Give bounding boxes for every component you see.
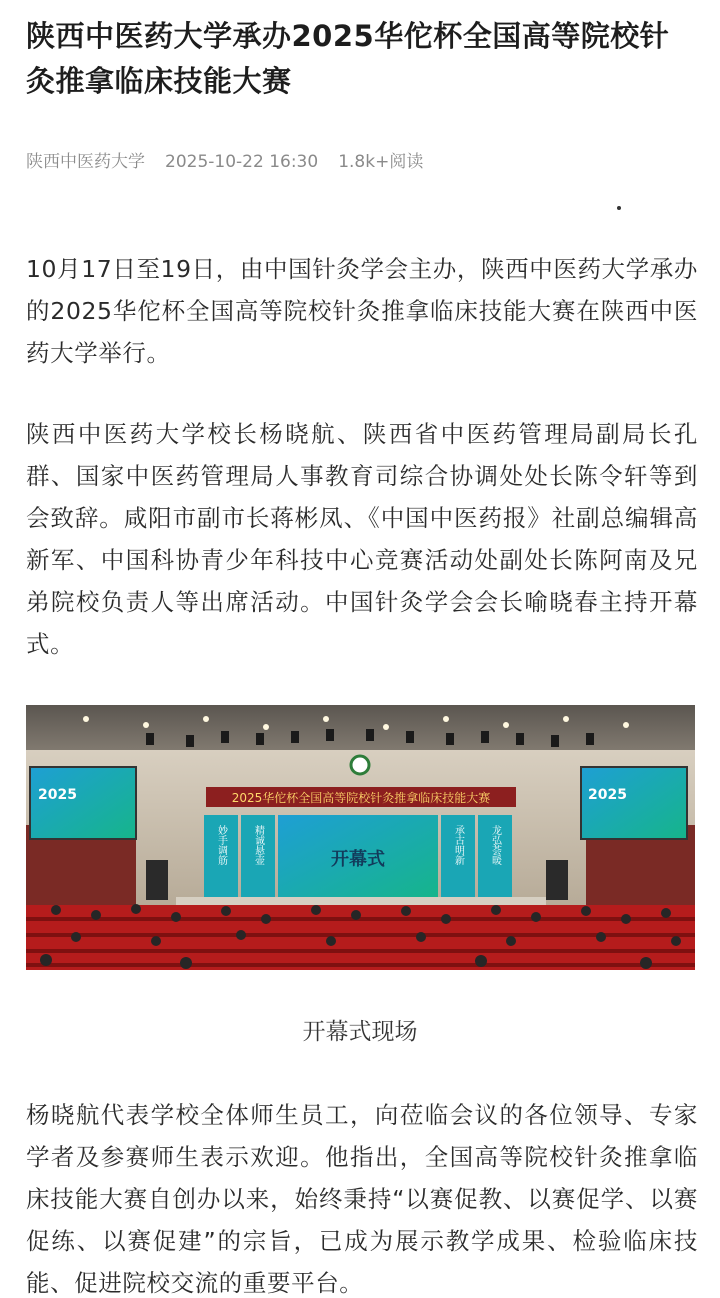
source-link[interactable]: 陕西中医药大学 xyxy=(26,152,145,172)
svg-text:2025: 2025 xyxy=(588,787,627,803)
paragraph-2: 陕西中医药大学校长杨晓航、陕西省中医药管理局副局长孔群、国家中医药管理局人事教育司综合协调处处长陈令轩等到会致辞。咸阳市副市长蒋彬凤、《中国中医药报》社副总编辑高新军、中国科协青少年科技中心竞赛活动处副处长陈阿南及兄弟院校负责人等出席活动。中国针灸学会会长喻晓春主持开幕式。 xyxy=(26,420,698,658)
paragraph-1: 10月17日至19日，由中国针灸学会主办，陕西中医药大学承办的2025华佗杯全国高等院校针灸推拿临床技能大赛在陕西中医药大学举行。 xyxy=(26,255,698,367)
svg-text:妙手调筋: 妙手调筋 xyxy=(215,825,227,865)
svg-text:龙弘荟暖: 龙弘荟暖 xyxy=(489,825,501,865)
svg-text:2025: 2025 xyxy=(38,787,77,803)
svg-text:开幕式: 开幕式 xyxy=(331,849,385,870)
paragraph-4: 杨晓航代表学校全体师生员工，向莅临会议的各位领导、专家学者及参赛师生表示欢迎。他指出，全国高等院校针灸推拿临床技能大赛自创办以来，始终秉持“以赛促教、以赛促学、以赛促练、以赛促建”的宗旨，已成为展示教学成果、检验临床技能、促进院校交流的重要平台。 xyxy=(26,1101,698,1297)
article-title: 陕西中医药大学承办2025华佗杯全国高等院校针灸推拿临床技能大赛 xyxy=(26,19,670,98)
photo-caption: 开幕式现场 xyxy=(302,1019,418,1045)
svg-text:承古明新: 承古明新 xyxy=(452,825,464,865)
more-dot-icon[interactable] xyxy=(617,206,621,210)
svg-text:精诚悬壶: 精诚悬壶 xyxy=(252,825,264,865)
publish-time: 2025-10-22 16:30 xyxy=(165,152,319,172)
article-photo[interactable] xyxy=(26,705,695,970)
svg-text:2025华佗杯全国高等院校针灸推拿临床技能大赛: 2025华佗杯全国高等院校针灸推拿临床技能大赛 xyxy=(231,791,491,805)
opening-ceremony-image xyxy=(26,705,695,970)
article-meta xyxy=(26,150,423,174)
read-count: 1.8k+阅读 xyxy=(338,152,424,172)
